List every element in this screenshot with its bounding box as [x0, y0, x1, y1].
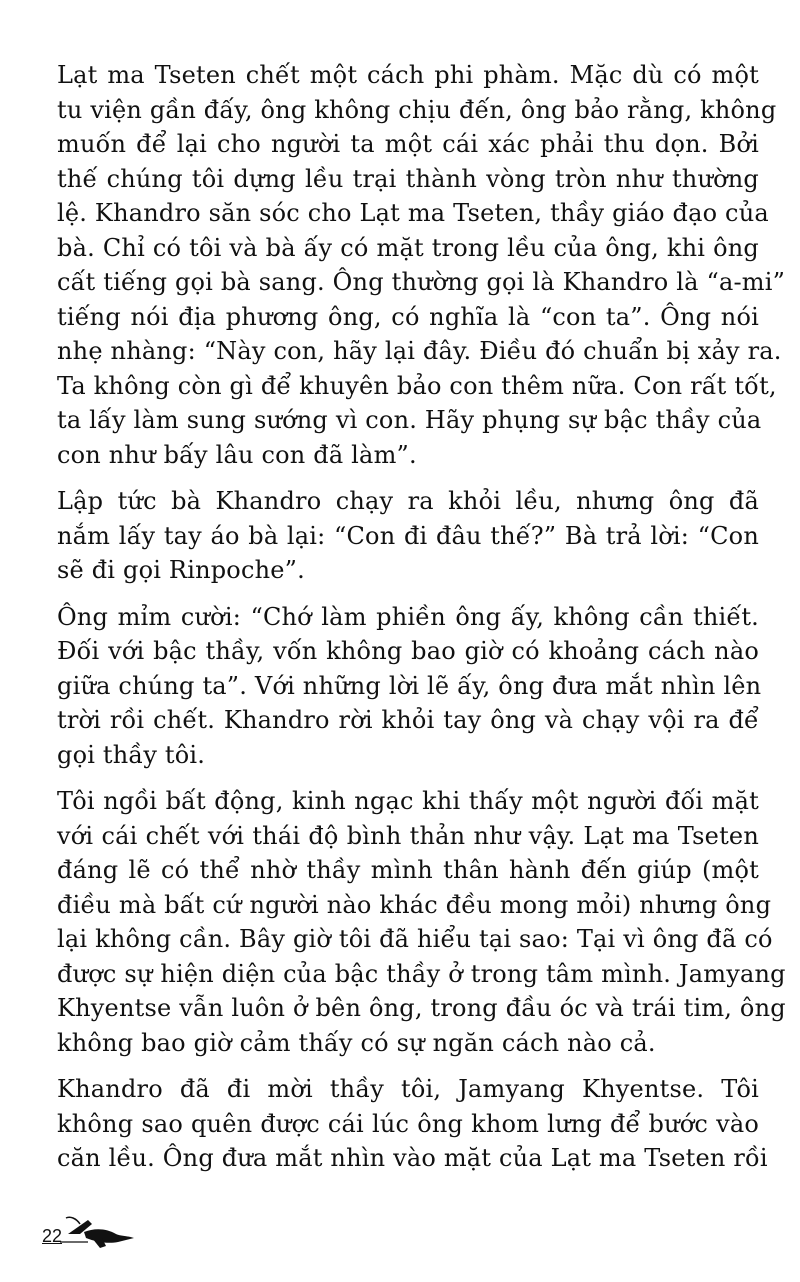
text-line: lệ. Khandro săn sóc cho Lạt ma Tseten, thầy giáo đạo của — [57, 199, 769, 227]
paragraph-gap — [57, 772, 759, 784]
paragraph-gap — [57, 1060, 759, 1072]
page-number: 22 — [42, 1226, 63, 1246]
bird-ornament-icon — [58, 1212, 138, 1250]
text-line: gọi thầy tôi. — [57, 740, 206, 769]
paragraph-1 — [57, 58, 786, 472]
paragraph-4 — [57, 784, 786, 1060]
text-line: nắm lấy tay áo bà lại: “Con đi đâu thế?” Bà trả lời: “Con — [57, 521, 759, 550]
text-line: Ông mỉm cười: “Chớ làm phiền ông ấy, không cần thiết. — [57, 602, 759, 631]
text-line: nhẹ nhàng: “Này con, hãy lại đây. Điều đó chuẩn bị xảy ra. — [57, 337, 782, 365]
text-line: Khyentse vẫn luôn ở bên ông, trong đầu óc và trái tim, ông — [57, 994, 786, 1022]
text-line: Tôi ngồi bất động, kinh ngạc khi thấy một người đối mặt — [57, 787, 759, 815]
text-line: bà. Chỉ có tôi và bà ấy có mặt trong lều của ông, khi ông — [57, 233, 759, 262]
text-line: tiếng nói địa phương ông, có nghĩa là “con ta”. Ông nói — [57, 302, 759, 331]
text-line: căn lều. Ông đưa mắt nhìn vào mặt của Lạt ma Tseten rồi — [57, 1144, 768, 1172]
paragraph-3 — [57, 600, 762, 773]
text-line: lại không cần. Bây giờ tôi đã hiểu tại sao: Tại vì ông đã có — [57, 925, 773, 953]
text-line: sẽ đi gọi Rinpoche”. — [57, 556, 305, 584]
text-line: với cái chết với thái độ bình thản như vậy. Lạt ma Tseten — [57, 821, 759, 850]
text-line: không sao quên được cái lúc ông khom lưng để bước vào — [57, 1109, 759, 1138]
paragraph-gap — [57, 472, 759, 484]
text-line: Ta không còn gì để khuyên bảo con thêm nữa. Con rất tốt, — [57, 371, 777, 400]
text-line: đáng lẽ có thể nhờ thầy mình thân hành đến giúp (một — [57, 856, 759, 884]
text-line: Đối với bậc thầy, vốn không bao giờ có khoảng cách nào — [57, 637, 759, 665]
text-line: điều mà bất cứ người nào khác đều mong mỏi) nhưng ông — [57, 890, 772, 919]
text-line: con như bấy lâu con đã làm”. — [57, 440, 417, 469]
paragraph-gap — [57, 588, 759, 600]
paragraph-5 — [57, 1072, 768, 1176]
text-line: giữa chúng ta”. Với những lời lẽ ấy, ông đưa mắt nhìn lên — [57, 671, 762, 700]
text-line: cất tiếng gọi bà sang. Ông thường gọi là Khandro là “a-mi” — [57, 268, 786, 296]
text-line: được sự hiện diện của bậc thầy ở trong tâm mình. Jamyang — [57, 959, 786, 988]
paragraph-2 — [57, 484, 759, 588]
text-line: thế chúng tôi dựng lều trại thành vòng tròn như thường — [57, 164, 759, 193]
text-line: Lập tức bà Khandro chạy ra khỏi lều, nhưng ông đã — [57, 487, 759, 515]
text-line: trời rồi chết. Khandro rời khỏi tay ông và chạy vội ra để — [57, 706, 759, 734]
body-text — [57, 58, 786, 1176]
text-line: không bao giờ cảm thấy có sự ngăn cách nào cả. — [57, 1028, 656, 1057]
text-line: Khandro đã đi mời thầy tôi, Jamyang Khyentse. Tôi — [57, 1075, 759, 1103]
text-line: ta lấy làm sung sướng vì con. Hãy phụng sự bậc thầy của — [57, 406, 762, 434]
text-line: Lạt ma Tseten chết một cách phi phàm. Mặc dù có một — [57, 61, 759, 89]
page-footer — [40, 1212, 140, 1252]
text-line: tu viện gần đấy, ông không chịu đến, ông bảo rằng, không — [57, 95, 777, 124]
text-line: muốn để lại cho người ta một cái xác phải thu dọn. Bởi — [57, 130, 759, 158]
